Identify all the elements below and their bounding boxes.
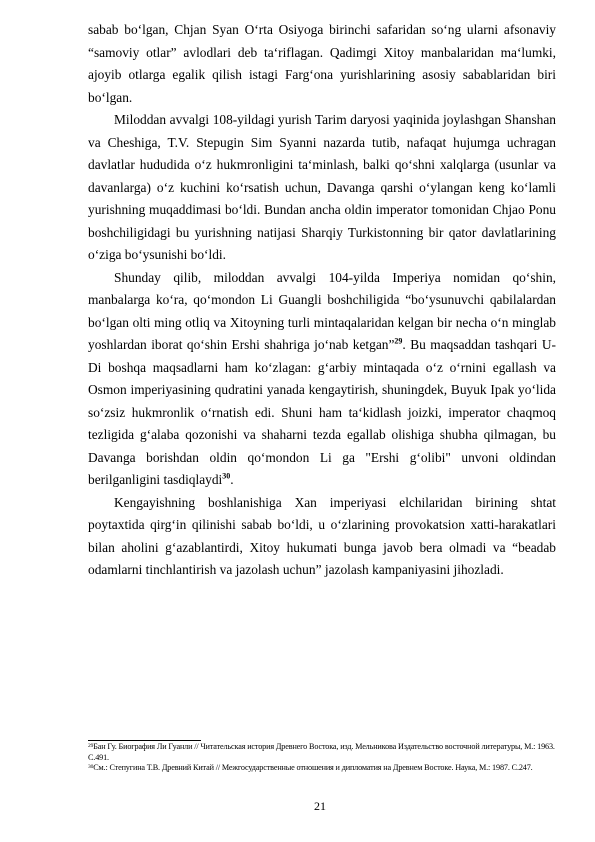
paragraph-1-text: sabab boʻlgan, Chjan Syan Oʻrta Osiyoga birinchi safaridan soʻng ularni afsonaviy “samoviy otlar” avlodlari deb taʻriflagan. Qadimgi Xitoy manbalaridan maʻlumki, ajoyib otlarga egalik qilish istagi Fargʻona yurishlarining asosiy sabablaridan biri boʻlgan.	[88, 22, 556, 105]
footnote-ref-29[interactable]: 29	[394, 336, 403, 346]
footnote-number: 29	[88, 743, 94, 749]
paragraph-4	[88, 492, 556, 582]
paragraph-2-text: Miloddan avvalgi 108-yildagi yurish Tarim daryosi yaqinida joylashgan Shanshan va Cheshiga, T.V. Stepugin Sim Syanni nazarda tutib, nafaqat hujumga uchragan davlatlar hududida oʻz hukmronligini taʻminlash, balki qoʻshni xalqlarga (usunlar va davanlarga) oʻz kuchini koʻrsatish uchun, Davanga qarshi oʻylangan keng koʻlamli yurishning muqaddimasi boʻldi. Bundan ancha oldin imperator tomonidan Chjao Ponu boshchiligidagi bu yurishning natijasi Sharqiy Turkistonning bir qator davlatlarining oʻziga boʻysunishi boʻldi.	[88, 112, 556, 262]
paragraph-3	[88, 267, 556, 492]
body-text	[88, 19, 556, 582]
paragraph-4-text: Kengayishning boshlanishiga Xan imperiyasi elchilaridan birining shtat poytaxtida qirgʻin qilinishi sabab boʻldi, u oʻzlarining provokatsion xatti-harakatlari bilan aholini gʻazablantirdi, Xitoy hukumati bunga javob bera olmadi va “beadab odamlarni tinchlantirish va jazolash uchun” jazolash kampaniyasini jihozladi.	[88, 494, 556, 577]
paragraph-3-text-end: .	[230, 472, 234, 487]
page-number: 21	[314, 799, 326, 813]
footnote-text: Бан Гу. Биография Ли Гуанли // Читательская история Древнего Востока, изд. Мельникова Издательство восточной литературы, М.: 1963. С.491.	[88, 742, 555, 762]
paragraph-3-text-start: Shunday qilib, miloddan avvalgi 104-yilda Imperiya nomidan qoʻshin, manbalarga koʻra, qoʻmondon Li Guangli boshchiligida “boʻysunuvchi qabilalardan boʻlgan olti ming otliq va Xitoyning turli mintaqalaridan kelgan bir necha oʻn minglab yoshlardan iborat qoʻshin Ershi shahriga joʻnab ketgan”	[88, 269, 556, 352]
footnote-number: 30	[88, 764, 94, 771]
footnotes	[88, 742, 558, 774]
footnote-separator	[88, 740, 201, 741]
footnote-29	[88, 742, 558, 763]
footnote-text: См.: Степугина Т.В. Древний Китай // Межгосударственные отношения и дипломатия на Древнем Востоке. Наука, М.: 1987. С.247.	[93, 763, 533, 773]
paragraph-1	[88, 19, 556, 109]
footnote-ref-30[interactable]: 30	[222, 471, 231, 481]
paragraph-3-text-middle: . Bu maqsaddan tashqari U-Di boshqa maqsadlarni ham koʻzlagan: gʻarbiy mintaqada oʻz oʻrnini egallash va Osmon imperiyasining qudratini yanada kengaytirish, shuningdek, Buyuk Ipak yoʻlida soʻzsiz hukmronlik oʻrnatish edi. Shuni ham taʻkidlash joizki, imperator chaqmoq tezligida gʻalaba qozonishi va shaharni tezda egallab olishiga shubha qilmagan, bu Davanga borishdan oldin qoʻmondon Li ga "Ershi gʻolibi" unvoni oldindan berilganligini tasdiqlaydi	[88, 337, 556, 487]
paragraph-2	[88, 109, 556, 267]
footnote-30	[88, 763, 558, 774]
